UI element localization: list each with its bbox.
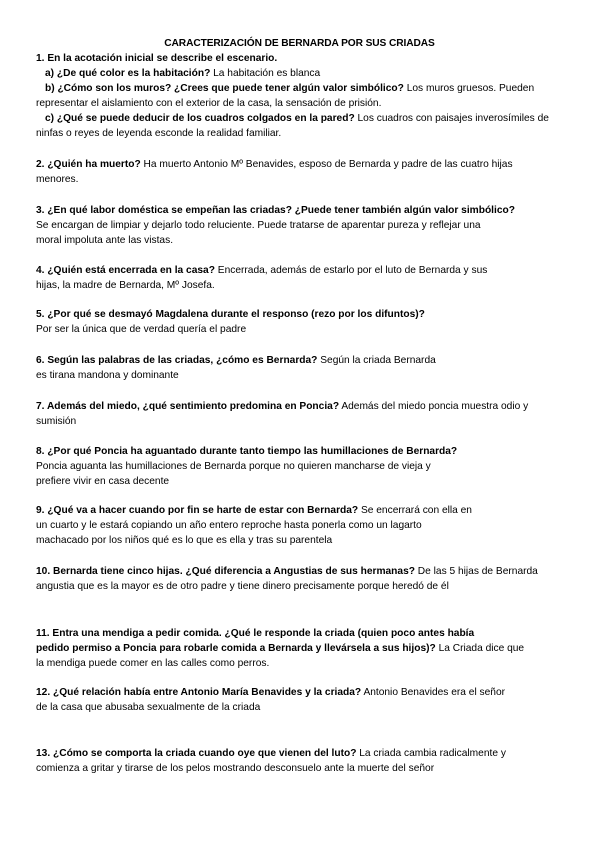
answer-10-line1: De las 5 hijas de Bernarda	[414, 566, 538, 577]
answer-12-line2: de la casa que abusaba sexualmente de la criada	[36, 702, 261, 713]
question-6	[36, 353, 566, 383]
answer-13-line2: comienza a gritar y tirarse de los pelos mostrando desconsuelo ante la muerte del señor	[36, 763, 435, 774]
answer-11-line2: la mendiga puede comer en las calles como perros.	[36, 658, 270, 669]
answer-4-line1: Encerrada, además de estarlo por el luto de Bernarda y sus	[214, 265, 488, 276]
question-1-text: 1. En la acotación inicial se describe el escenario.	[36, 53, 278, 64]
answer-7-line2: sumisión	[36, 416, 77, 427]
question-7-text: 7. Además del miedo, ¿qué sentimiento predomina en Poncia?	[36, 401, 340, 412]
question-13-text: 13. ¿Cómo se comporta la criada cuando oye que vienen del luto?	[36, 748, 357, 759]
question-2-text: 2. ¿Quién ha muerto?	[36, 159, 141, 170]
question-7	[36, 399, 566, 429]
question-1a-text: a) ¿De qué color es la habitación?	[45, 68, 211, 79]
answer-3-line2: moral impoluta ante las vistas.	[36, 235, 174, 246]
answer-9-line1: Se encerrará con ella en	[358, 505, 472, 516]
answer-2-line2: menores.	[36, 174, 79, 185]
question-11-text-line2: pedido permiso a Poncia para robarle comida a Bernarda y llevársela a sus hijos)?	[36, 643, 436, 654]
question-12-text: 12. ¿Qué relación había entre Antonio María Benavides y la criada?	[36, 687, 362, 698]
question-3-text: 3. ¿En qué labor doméstica se empeñan las criadas? ¿Puede tener también algún valor simbólico?	[36, 205, 515, 216]
question-8	[36, 444, 566, 489]
question-10	[36, 564, 566, 594]
answer-1c-line1: Los cuadros con paisajes inverosímiles de	[354, 113, 549, 124]
question-2	[36, 157, 566, 187]
answer-12-line1: Antonio Benavides era el señor	[361, 687, 506, 698]
question-9	[36, 503, 566, 548]
answer-7-line1: Además del miedo poncia muestra odio y	[339, 401, 529, 412]
answer-2-line1: Ha muerto Antonio Mº Benavides, esposo de Bernarda y padre de las cuatro hijas	[140, 159, 513, 170]
question-4-text: 4. ¿Quién está encerrada en la casa?	[36, 265, 215, 276]
answer-11-line1: La Criada dice que	[435, 643, 525, 654]
answer-9-line3: machacado por los niños qué es lo que es ella y tras su parentela	[36, 535, 333, 546]
answer-1b-line1: Los muros gruesos. Pueden	[403, 83, 535, 94]
document-title: CARACTERIZACIÓN DE BERNARDA POR SUS CRIADAS	[164, 38, 435, 49]
question-1c-text: c) ¿Qué se puede deducir de los cuadros colgados en la pared?	[45, 113, 355, 124]
question-6-text: 6. Según las palabras de las criadas, ¿cómo es Bernarda?	[36, 355, 318, 366]
question-5	[36, 307, 566, 337]
answer-8-line2: prefiere vivir en casa decente	[36, 476, 170, 487]
question-13	[36, 746, 566, 776]
answer-1b-line2: representar el aislamiento con el exterior de la casa, la sensación de prisión.	[36, 98, 382, 109]
answer-4-line2: hijas, la madre de Bernarda, Mº Josefa.	[36, 280, 215, 291]
answer-5-line1: Por ser la única que de verdad quería el padre	[36, 324, 247, 335]
answer-13-line1: La criada cambia radicalmente y	[356, 748, 506, 759]
question-5-text: 5. ¿Por qué se desmayó Magdalena durante el responso (rezo por los difuntos)?	[36, 309, 425, 320]
question-11	[36, 626, 566, 671]
question-10-text: 10. Bernarda tiene cinco hijas. ¿Qué diferencia a Angustias de sus hermanas?	[36, 566, 415, 577]
question-12	[36, 685, 566, 715]
question-3	[36, 203, 566, 248]
answer-1c-line2: ninfas o reyes de leyenda esconde la realidad familiar.	[36, 128, 282, 139]
question-11-text-line1: 11. Entra una mendiga a pedir comida. ¿Qué le responde la criada (quien poco antes había	[36, 628, 475, 639]
answer-8-line1: Poncia aguanta las humillaciones de Bernarda porque no quieren mancharse de vieja y	[36, 461, 431, 472]
answer-10-line2: angustia que es la mayor es de otro padre y tiene dinero precisamente porque heredó de él	[36, 581, 449, 592]
question-1	[36, 51, 566, 141]
answer-1a-text: La habitación es blanca	[210, 68, 321, 79]
question-8-text: 8. ¿Por qué Poncia ha aguantado durante tanto tiempo las humillaciones de Bernarda?	[36, 446, 458, 457]
answer-6-line2: es tirana mandona y dominante	[36, 370, 179, 381]
question-4	[36, 263, 566, 293]
answer-9-line2: un cuarto y le estará copiando un año entero reproche hasta ponerla como un lagarto	[36, 520, 422, 531]
answer-6-line1: Según la criada Bernarda	[317, 355, 436, 366]
question-9-text: 9. ¿Qué va a hacer cuando por fin se harte de estar con Bernarda?	[36, 505, 359, 516]
answer-3-line1: Se encargan de limpiar y dejarlo todo reluciente. Puede tratarse de aparentar pureza y reflejar una	[36, 220, 481, 231]
question-1b-text: b) ¿Cómo son los muros? ¿Crees que puede tener algún valor simbólico?	[45, 83, 404, 94]
